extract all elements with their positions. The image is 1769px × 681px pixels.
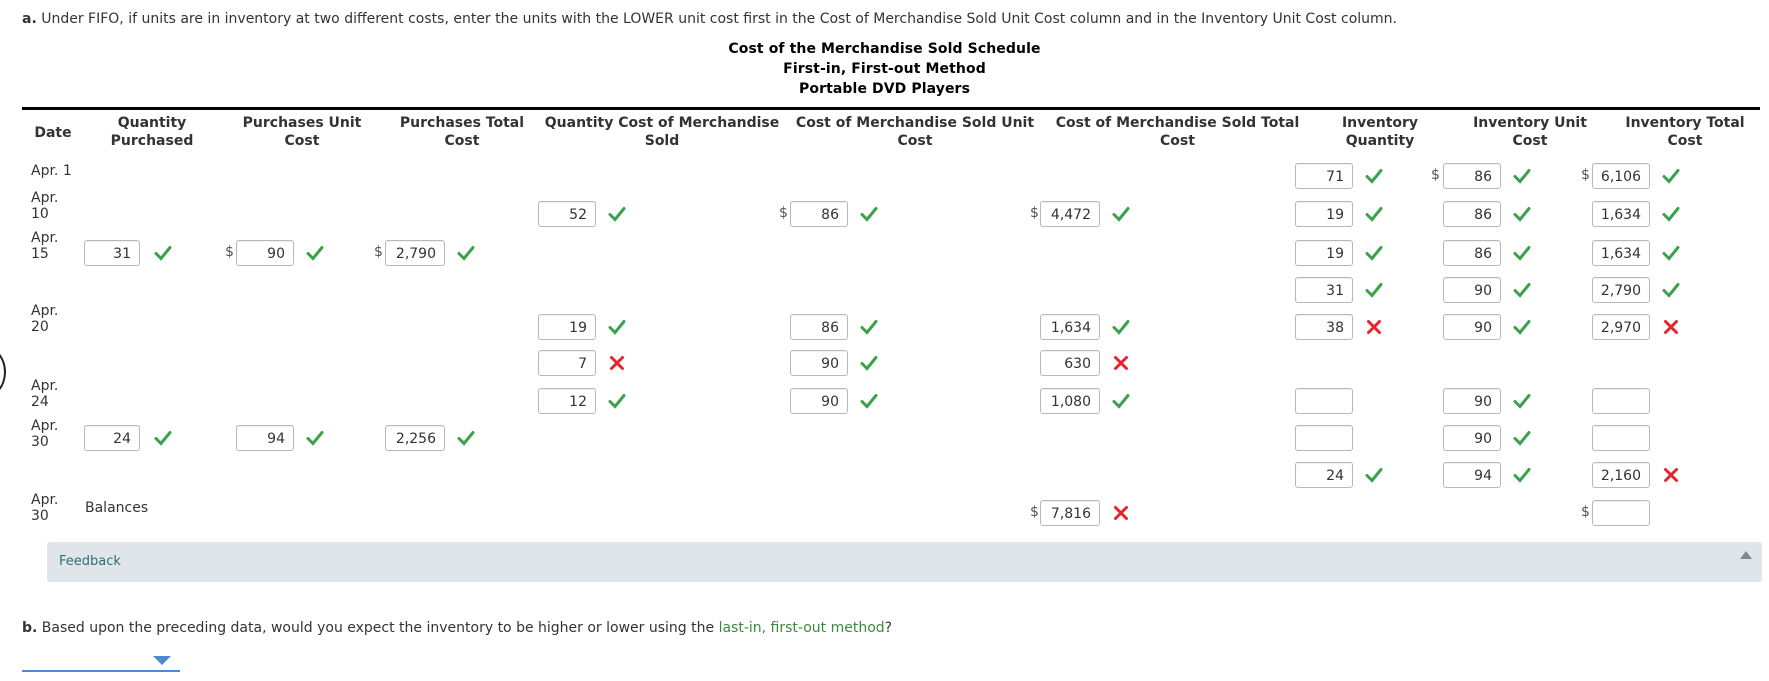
input-inv-unit[interactable]: 90 [1443,425,1501,451]
date-line: Apr. [31,378,59,394]
input-inv-qty[interactable] [1295,425,1353,451]
check-icon [1513,167,1531,185]
check-icon [860,318,878,336]
input-qty-cms[interactable]: 19 [538,314,596,340]
x-icon [1662,318,1680,336]
check-icon [1513,318,1531,336]
date-line: 15 [31,246,49,262]
date-line: Apr. [31,492,59,508]
part-a-instruction [22,11,1397,27]
date-apr-30-balances [31,492,58,524]
dollar-sign: $ [374,244,383,260]
check-icon [457,429,475,447]
header-quantity-purchased [92,114,212,150]
balances-label: Balances [85,500,149,516]
check-icon [457,244,475,262]
x-icon [1365,318,1383,336]
input-inv-total[interactable]: 1,634 [1592,240,1650,266]
check-icon [1513,281,1531,299]
header-line: Cost of Merchandise Sold Unit [795,115,1035,131]
input-purch-unit[interactable]: 94 [236,425,294,451]
input-inv-total[interactable] [1592,388,1650,414]
header-rule [22,107,1760,110]
header-line: Purchased [110,133,194,149]
check-icon [1365,281,1383,299]
check-icon [1662,281,1680,299]
date-line: 30 [31,508,49,524]
input-cms-total[interactable]: 630 [1040,350,1100,376]
dollar-sign: $ [1030,205,1039,221]
input-qty-purch[interactable]: 24 [84,425,140,451]
check-icon [1513,466,1531,484]
dollar-sign: $ [1431,167,1440,183]
part-b-label: b. [22,620,38,636]
input-qty-cms[interactable]: 12 [538,388,596,414]
header-date: Date [34,125,72,141]
input-inv-total[interactable]: 1,634 [1592,201,1650,227]
x-icon [1112,354,1130,372]
header-line: Cost [284,133,320,149]
header-line: Quantity [117,115,187,131]
date-line: Apr. [31,190,59,206]
header-quantity-cms [542,114,782,150]
check-icon [1513,429,1531,447]
input-inv-total[interactable]: 6,106 [1592,163,1650,189]
date-apr-15 [31,230,58,262]
input-qty-cms[interactable]: 52 [538,201,596,227]
input-cms-unit[interactable]: 90 [790,388,848,414]
input-inv-qty[interactable] [1295,388,1353,414]
header-line: Cost [1667,133,1703,149]
check-icon [608,318,626,336]
date-line: Apr. [31,303,59,319]
input-inv-total[interactable] [1592,500,1650,526]
check-icon [608,392,626,410]
schedule-product: Portable DVD Players [799,81,970,97]
answer-dropdown[interactable] [22,654,180,672]
input-inv-qty[interactable]: 24 [1295,462,1353,488]
input-inv-qty[interactable]: 19 [1295,201,1353,227]
input-inv-unit[interactable]: 86 [1443,163,1501,189]
header-line: Sold [644,133,680,149]
header-inventory-quantity [1325,114,1435,150]
input-inv-qty[interactable]: 71 [1295,163,1353,189]
input-purch-total[interactable]: 2,790 [385,240,445,266]
input-qty-purch[interactable]: 31 [84,240,140,266]
input-inv-unit[interactable]: 86 [1443,201,1501,227]
header-line: Quantity Cost of Merchandise [544,115,780,131]
dollar-sign: $ [225,244,234,260]
input-inv-unit[interactable]: 94 [1443,462,1501,488]
check-icon [1365,205,1383,223]
header-line: Cost of Merchandise Sold Total [1055,115,1300,131]
date-line: 10 [31,206,49,222]
header-inventory-total-cost [1610,114,1760,150]
part-b-end: ? [884,620,893,636]
part-a-text: Under FIFO, if units are in inventory at two different costs, enter the units with the LOWER unit cost first in the Cost of Merchandise Sold Unit Cost column and in the Inventory Unit Cost column. [41,11,1397,27]
header-inventory-unit-cost [1455,114,1605,150]
date-line: Apr. [31,230,59,246]
header-purchases-total-cost [392,114,532,150]
input-cms-total[interactable]: 1,080 [1040,388,1100,414]
header-line: Cost [1512,133,1548,149]
input-inv-qty[interactable]: 19 [1295,240,1353,266]
x-icon [1662,466,1680,484]
header-cms-unit-cost [795,114,1035,150]
input-inv-qty[interactable]: 31 [1295,277,1353,303]
input-inv-total[interactable]: 2,970 [1592,314,1650,340]
check-icon [860,354,878,372]
header-line: Inventory Unit [1473,115,1587,131]
input-inv-unit[interactable]: 90 [1443,388,1501,414]
input-cms-total[interactable]: 1,634 [1040,314,1100,340]
check-icon [1365,466,1383,484]
check-icon [1365,244,1383,262]
check-icon [154,244,172,262]
feedback-label: Feedback [59,554,121,569]
check-icon [1662,244,1680,262]
input-inv-unit[interactable]: 86 [1443,240,1501,266]
input-inv-total[interactable]: 2,790 [1592,277,1650,303]
date-line: Apr. [31,418,59,434]
check-icon [1513,392,1531,410]
dollar-sign: $ [779,205,788,221]
dollar-sign: $ [1581,167,1590,183]
input-inv-unit[interactable]: 90 [1443,314,1501,340]
input-cms-unit[interactable]: 86 [790,201,848,227]
check-icon [306,244,324,262]
input-purch-unit[interactable]: 90 [236,240,294,266]
input-cms-total[interactable]: 4,472 [1040,201,1100,227]
input-purch-total[interactable]: 2,256 [385,425,445,451]
input-inv-total[interactable]: 2,160 [1592,462,1650,488]
header-line: Purchases Total [399,115,525,131]
dollar-sign: $ [1581,504,1590,520]
input-cms-unit[interactable]: 86 [790,314,848,340]
header-line: Quantity [1345,133,1415,149]
date-apr-20 [31,303,58,335]
check-icon [860,392,878,410]
part-b-question [22,620,892,636]
header-line: Purchases Unit [242,115,362,131]
check-icon [860,205,878,223]
input-inv-unit[interactable]: 90 [1443,277,1501,303]
input-cms-unit[interactable]: 90 [790,350,848,376]
collapse-arrow-icon[interactable] [1740,551,1752,559]
check-icon [1365,167,1383,185]
date-line: 30 [31,434,49,450]
chevron-down-icon [153,656,171,665]
schedule-title: Cost of the Merchandise Sold Schedule [728,41,1041,57]
date-line: 20 [31,319,49,335]
lifo-link[interactable]: last-in, first-out method [718,620,885,636]
check-icon [1662,205,1680,223]
date-apr-24 [31,378,58,410]
dollar-sign: $ [1030,504,1039,520]
date-apr-10 [31,190,58,222]
part-a-label: a. [22,11,37,27]
header-line: Inventory [1341,115,1419,131]
part-b-text: Based upon the preceding data, would you expect the inventory to be higher or lower using the [41,620,719,636]
header-line: Cost [444,133,480,149]
header-line: Inventory Total [1625,115,1745,131]
x-icon [1112,504,1130,522]
date-apr-30 [31,418,58,450]
input-inv-qty[interactable]: 38 [1295,314,1353,340]
header-line: Cost [897,133,933,149]
x-icon [608,354,626,372]
feedback-panel[interactable] [47,542,1762,582]
input-inv-total[interactable] [1592,425,1650,451]
check-icon [1112,318,1130,336]
check-icon [1662,167,1680,185]
check-icon [1513,244,1531,262]
header-purchases-unit-cost [232,114,372,150]
input-cms-total[interactable]: 7,816 [1040,500,1100,526]
date-apr-1: Apr. 1 [31,163,72,179]
input-qty-cms[interactable]: 7 [538,350,596,376]
check-icon [1513,205,1531,223]
schedule-method: First-in, First-out Method [783,61,986,77]
check-icon [154,429,172,447]
header-line: Cost [1160,133,1195,149]
partial-circle-icon [0,345,6,399]
date-line: 24 [31,394,49,410]
check-icon [306,429,324,447]
check-icon [1112,392,1130,410]
check-icon [1112,205,1130,223]
check-icon [608,205,626,223]
header-cms-total-cost [1055,114,1300,150]
